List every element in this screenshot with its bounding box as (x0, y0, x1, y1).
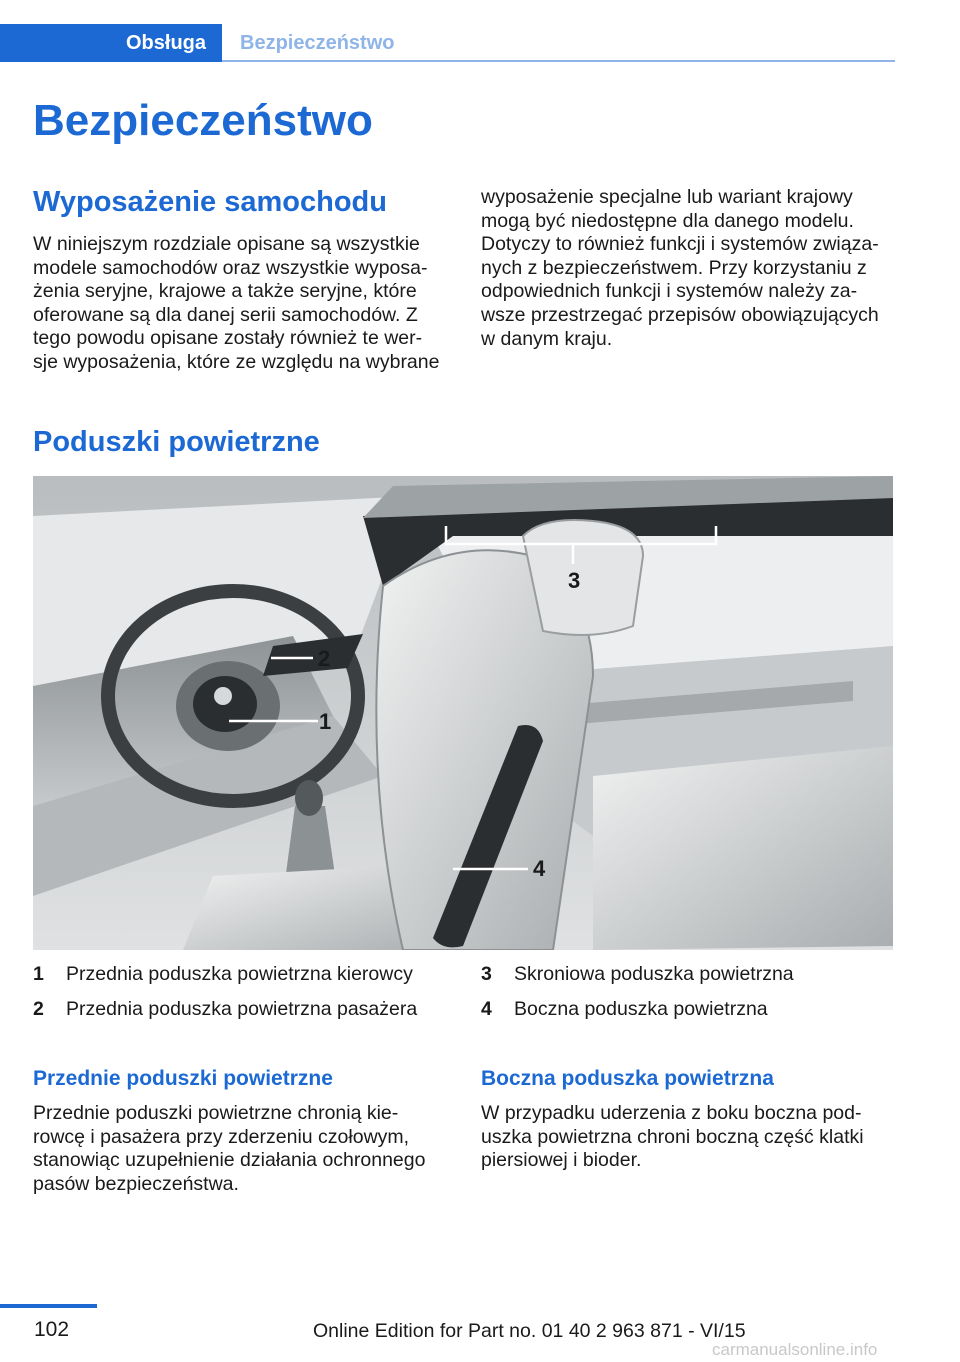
watermark: carmanualsonline.info (712, 1340, 878, 1359)
equipment-text-right: wyposażenie specjalne lub wariant krajowy mogą być niedostępne dla danego modelu. Dotyczy to również funkcji i systemów związa‐ nych z bezpieczeństwem. Przy korzystaniu z odpowiednich funkcji i systemów należy za‐ wsze przestrzegać przepisów obowiązujących w danym kraju. (481, 186, 879, 350)
legend-number: 3 (481, 963, 492, 985)
legend-number: 4 (481, 998, 492, 1020)
legend-number: 1 (33, 963, 44, 985)
tab-obsluga[interactable]: Obsługa (0, 24, 222, 62)
legend-text: Przednia poduszka powietrzna kierowcy (66, 963, 413, 985)
callout-4: 4 (533, 856, 546, 881)
callout-1: 1 (319, 709, 332, 734)
callout-2: 2 (318, 646, 331, 671)
front-airbags-text: Przednie poduszki powietrzne chronią kie‐ rowcę i pasażera przy zderzeniu czołowym, stanowiąc uzupełnienie działania ochronnego pasów bezpieczeństwa. (33, 1102, 426, 1195)
legend-text: Boczna poduszka powietrzna (514, 998, 768, 1020)
side-airbag-text: W przypadku uderzenia z boku boczna pod‐ uszka powietrzna chroni boczną część klatki piersiowej i bioder. (481, 1102, 864, 1172)
car-interior-drawing (33, 476, 893, 950)
page-title: Bezpieczeństwo (33, 96, 373, 145)
tab-bezpieczenstwo[interactable]: Bezpieczeństwo (240, 31, 395, 54)
section-heading-equipment: Wyposażenie samochodu (33, 186, 387, 218)
section-heading-airbags: Poduszki powietrzne (33, 426, 320, 458)
legend-text: Przednia poduszka powietrzna pasażera (66, 998, 418, 1020)
edition-info: Online Edition for Part no. 01 40 2 963 871 - VI/15 (313, 1320, 746, 1342)
subheading-front-airbags: Przednie poduszki powietrzne (33, 1067, 333, 1090)
legend-number: 2 (33, 998, 44, 1020)
equipment-text-left: W niniejszym rozdziale opisane są wszystkie modele samochodów oraz wszystkie wyposa‐ żenia seryjne, krajowe a także seryjne, które oferowane są dla danej serii samochodów. Z tego powodu opisane zostały również te wer‐ sje wyposażenia, które ze względu na wybrane (33, 233, 440, 373)
subheading-side-airbag: Boczna poduszka powietrzna (481, 1067, 774, 1090)
callout-3: 3 (568, 568, 581, 593)
page-number: 102 (34, 1318, 70, 1341)
footer-accent-line (0, 1304, 97, 1308)
airbag-illustration (33, 476, 893, 950)
header-tabs (0, 24, 895, 62)
legend-text: Skroniowa poduszka powietrzna (514, 963, 794, 985)
header-divider (222, 60, 895, 62)
